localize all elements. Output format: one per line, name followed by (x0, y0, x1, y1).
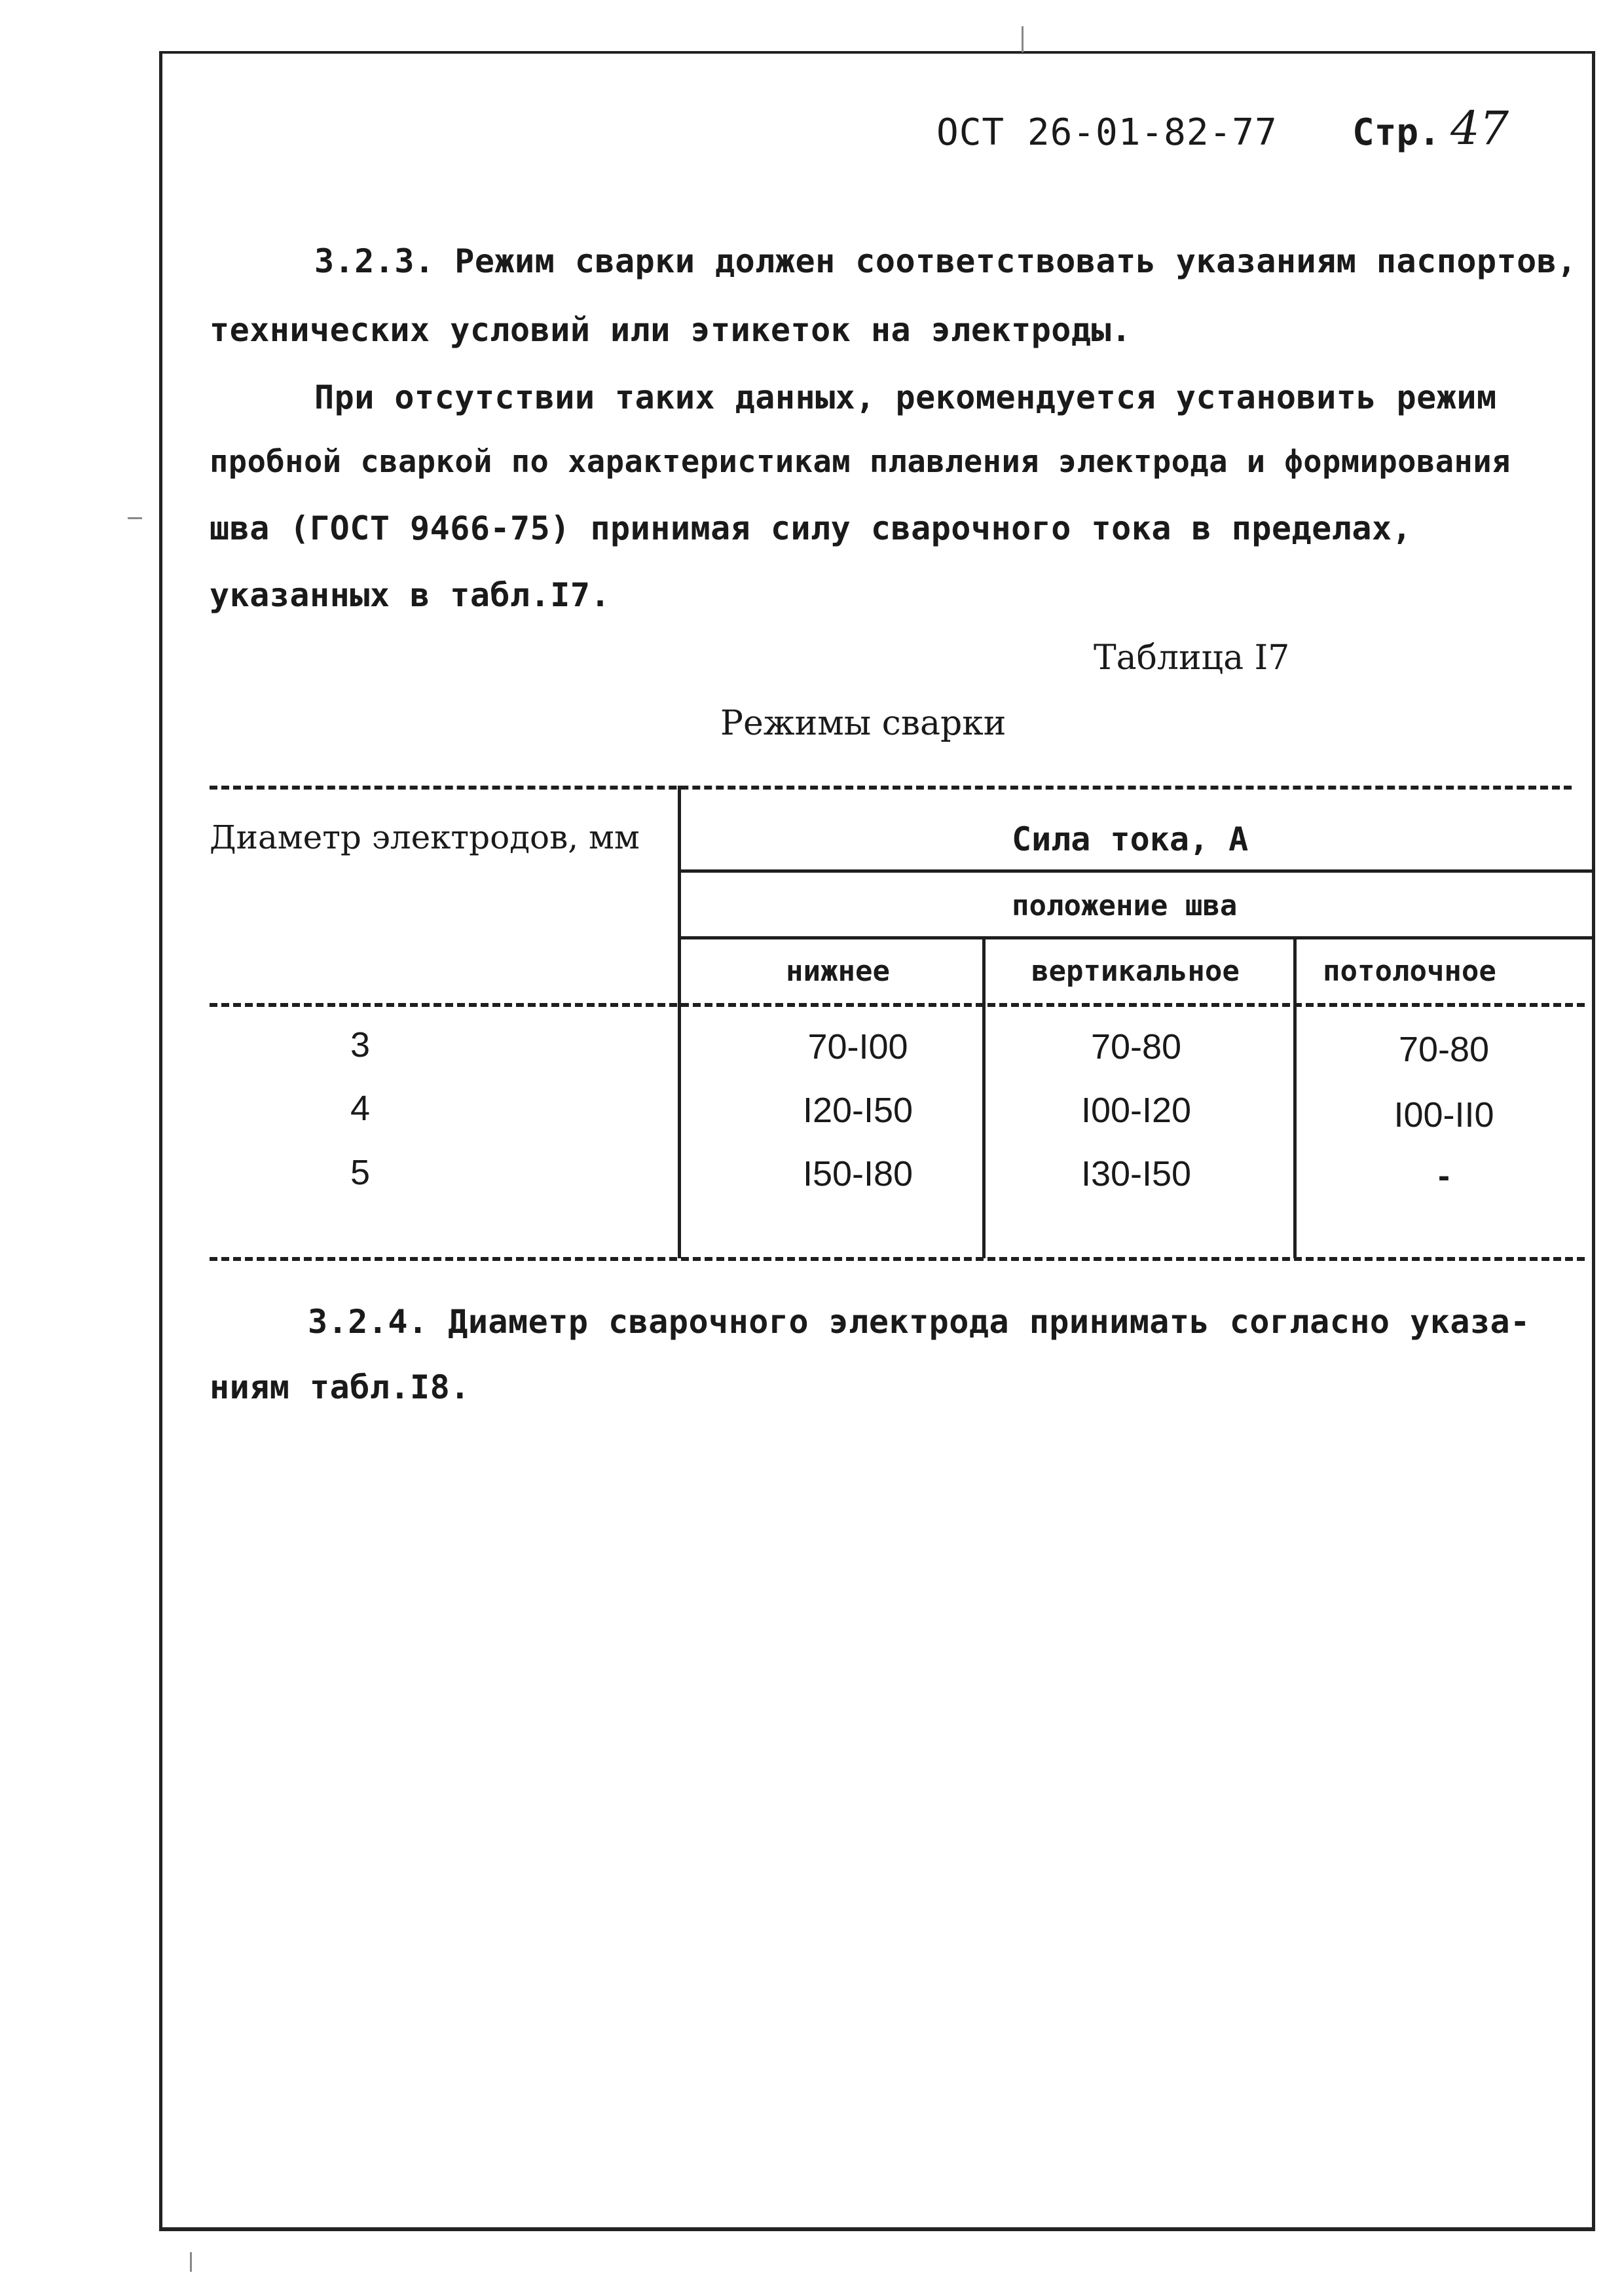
table-caption: Режимы сварки (720, 704, 1006, 743)
table-label: Таблица I7 (1094, 638, 1290, 678)
table-cell: 70-80 (1398, 1030, 1490, 1069)
table-cell-diameter: 4 (350, 1089, 371, 1128)
table-cell: I50-I80 (802, 1154, 913, 1194)
table-cell: I00-II0 (1393, 1095, 1494, 1135)
paragraph-line: технических условий или этикеток на электроды. (210, 311, 1132, 349)
column-header-ceiling: потолочное (1323, 955, 1496, 988)
table-cell: I20-I50 (802, 1091, 913, 1130)
table-column-divider (1293, 936, 1297, 1258)
paragraph-line: 3.2.4. Диаметр сварочного электрода принимать согласно указа- (308, 1303, 1530, 1341)
column-header-diameter: Диаметр электродов, мм (210, 818, 640, 856)
table-cell-diameter: 5 (350, 1153, 371, 1192)
paragraph-line: шва (ГОСТ 9466-75) принимая силу сварочного тока в пределах, (210, 509, 1412, 547)
table-header-rule (210, 1003, 1585, 1007)
table-bottom-rule (210, 1257, 1585, 1261)
column-header-position: положение шва (1012, 889, 1238, 922)
scan-mark (190, 2252, 192, 2272)
scan-mark (128, 517, 142, 519)
table-rule (681, 936, 1595, 939)
paragraph-line: указанных в табл.I7. (210, 576, 611, 614)
column-header-lower: нижнее (786, 955, 890, 988)
table-cell: 70-I00 (807, 1027, 908, 1066)
page-number: 47 (1450, 101, 1509, 155)
document-code: ОСТ 26-01-82-77 (936, 111, 1278, 154)
table-top-rule (210, 786, 1572, 790)
paragraph-line: пробной сваркой по характеристикам плавления электрода и формирования (210, 444, 1511, 480)
column-header-current: Сила тока, А (1012, 820, 1249, 858)
table-cell: I00-I20 (1080, 1091, 1192, 1130)
table-column-divider (678, 786, 681, 1258)
table-cell-diameter: 3 (350, 1025, 371, 1065)
table-rule (681, 869, 1595, 873)
table-cell: - (1438, 1156, 1450, 1195)
column-header-vertical: вертикальное (1031, 955, 1240, 988)
paragraph-line: 3.2.3. Режим сварки должен соответствовать указаниям паспортов, (314, 242, 1577, 280)
page-label: Стр. (1352, 111, 1441, 154)
paragraph-line: ниям табл.I8. (210, 1368, 470, 1406)
table-column-divider (982, 936, 986, 1258)
paragraph-line: При отсутствии таких данных, рекомендуется установить режим (314, 378, 1497, 416)
table-cell: I30-I50 (1080, 1154, 1192, 1194)
scan-mark (1022, 26, 1024, 52)
table-cell: 70-80 (1090, 1027, 1182, 1066)
